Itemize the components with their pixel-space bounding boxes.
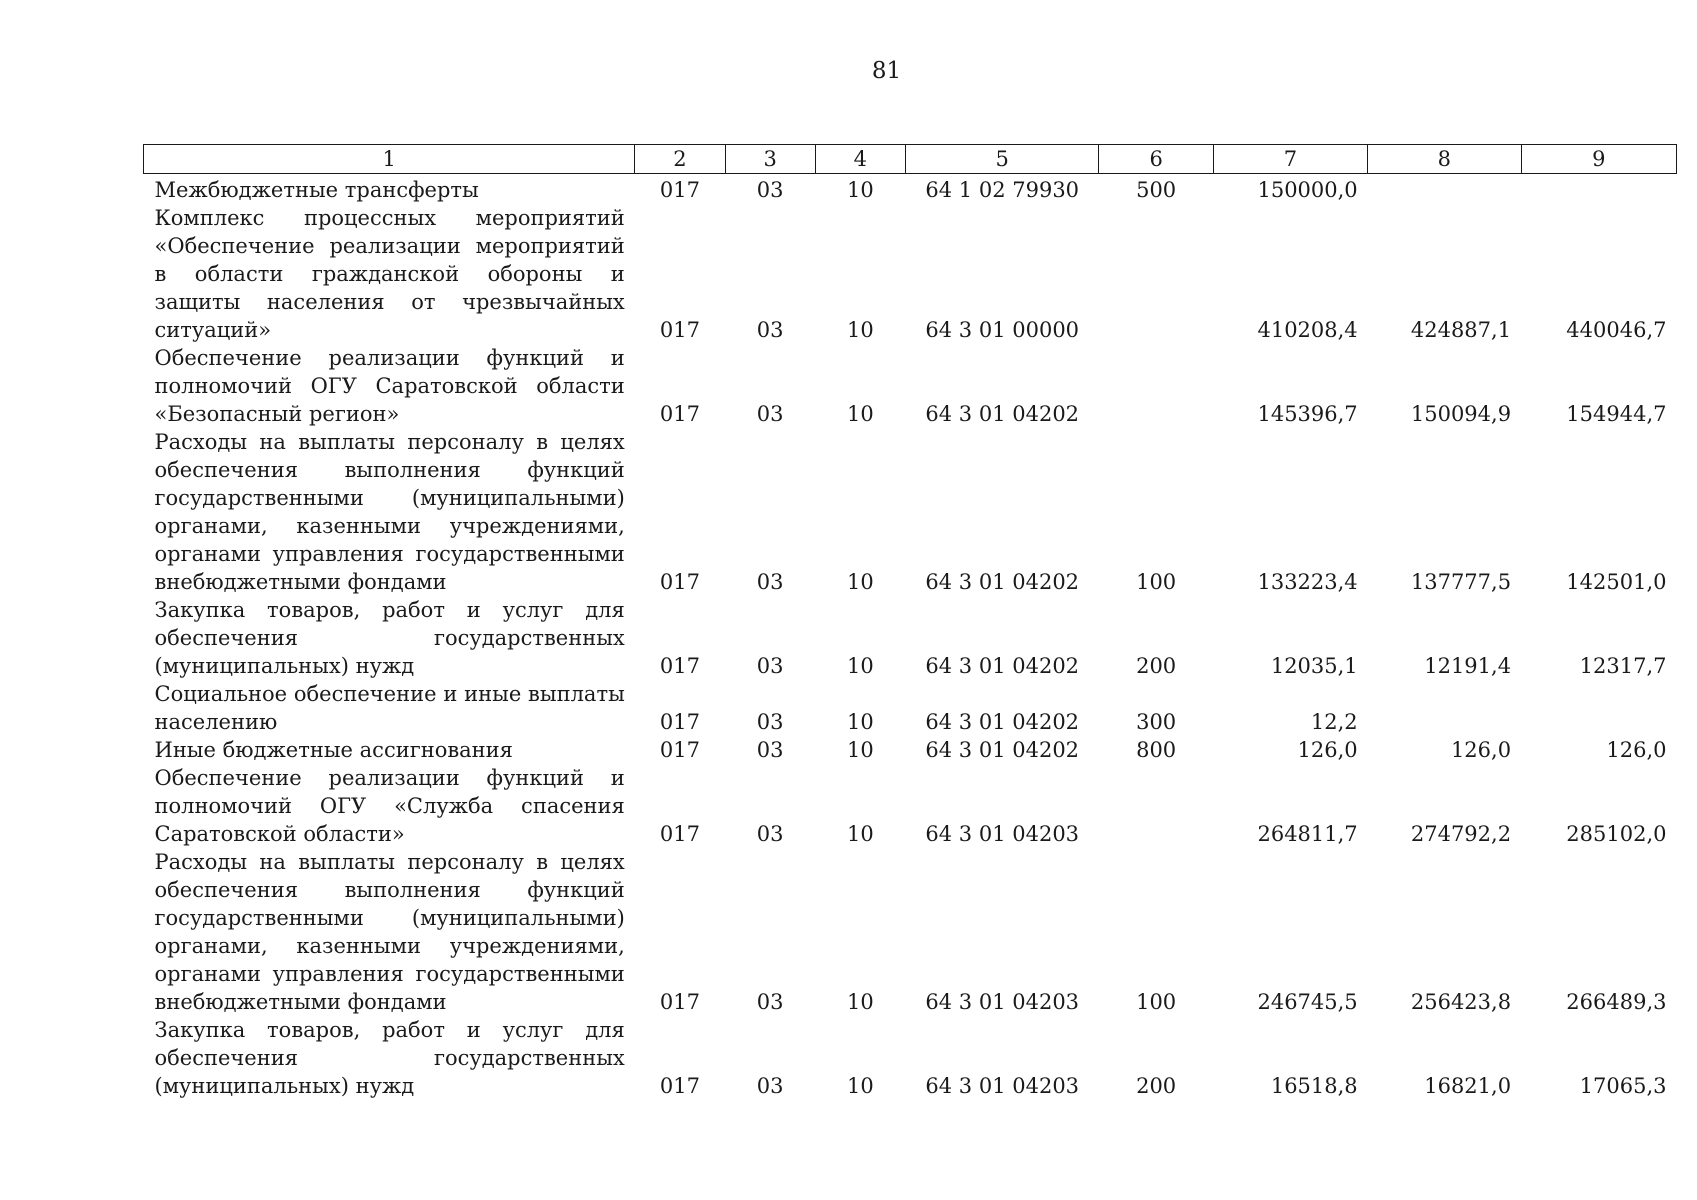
table-row	[144, 344, 1677, 428]
subsection-code: 10	[847, 1074, 874, 1098]
amount-col8: 424887,1	[1410, 318, 1512, 342]
section-code: 03	[756, 990, 784, 1014]
section-code: 03	[756, 654, 784, 678]
subsection-code: 10	[847, 990, 874, 1014]
expense-type-code	[1099, 344, 1213, 428]
section-code: 03	[756, 710, 784, 734]
table-header-row	[144, 145, 1677, 174]
amount-col9: 154944,7	[1566, 402, 1667, 426]
column-header: 6	[1099, 145, 1213, 174]
expense-type-code: 100	[1136, 570, 1177, 594]
target-article-code: 64 3 01 04202	[925, 402, 1080, 426]
column-header: 8	[1368, 145, 1521, 174]
amount-col9: 126,0	[1606, 738, 1667, 762]
amount-col9: 142501,0	[1566, 570, 1667, 594]
section-code: 03	[756, 738, 784, 762]
row-description: Межбюджетные трансферты	[154, 178, 479, 202]
column-header: 5	[905, 145, 1099, 174]
column-header: 3	[725, 145, 815, 174]
row-description: Закупка товаров, работ и услуг для обеспечения государственных (муниципальных) нужд	[154, 598, 625, 678]
ministry-code: 017	[659, 822, 700, 846]
amount-col7: 133223,4	[1257, 570, 1358, 594]
amount-col8	[1368, 680, 1521, 736]
column-header: 7	[1213, 145, 1367, 174]
row-description: Закупка товаров, работ и услуг для обеспечения государственных (муниципальных) нужд	[154, 1018, 625, 1098]
table-row	[144, 848, 1677, 1016]
section-code: 03	[756, 318, 784, 342]
ministry-code: 017	[659, 1074, 700, 1098]
row-description: Иные бюджетные ассигнования	[154, 738, 513, 762]
budget-table-container	[143, 144, 1677, 1100]
amount-col9: 266489,3	[1566, 990, 1667, 1014]
row-description: Расходы на выплаты персоналу в целях обеспечения выполнения функций государственными (муниципальными) органами, казенными учреждениями, органами управления государственными внебюджетными фондами	[154, 850, 625, 1014]
expense-type-code: 500	[1136, 178, 1177, 202]
target-article-code: 64 3 01 00000	[925, 318, 1080, 342]
amount-col8: 274792,2	[1410, 822, 1512, 846]
subsection-code: 10	[847, 822, 874, 846]
amount-col7: 16518,8	[1270, 1074, 1358, 1098]
amount-col7: 12035,1	[1270, 654, 1358, 678]
amount-col7: 145396,7	[1257, 402, 1358, 426]
amount-col9: 12317,7	[1579, 654, 1667, 678]
target-article-code: 64 3 01 04203	[925, 822, 1080, 846]
expense-type-code: 200	[1136, 654, 1177, 678]
amount-col8: 150094,9	[1410, 402, 1512, 426]
target-article-code: 64 3 01 04202	[925, 570, 1080, 594]
subsection-code: 10	[847, 738, 874, 762]
ministry-code: 017	[659, 402, 700, 426]
expense-type-code: 300	[1136, 710, 1177, 734]
expense-type-code	[1099, 204, 1213, 344]
subsection-code: 10	[847, 402, 874, 426]
section-code: 03	[756, 570, 784, 594]
expense-type-code: 200	[1136, 1074, 1177, 1098]
amount-col8: 256423,8	[1410, 990, 1512, 1014]
subsection-code: 10	[847, 654, 874, 678]
table-row	[144, 204, 1677, 344]
table-row	[144, 428, 1677, 596]
row-description: Обеспечение реализации функций и полномочий ОГУ Саратовской области «Безопасный регион»	[154, 346, 625, 426]
amount-col9	[1521, 174, 1676, 205]
target-article-code: 64 3 01 04203	[925, 990, 1080, 1014]
column-header: 1	[144, 145, 635, 174]
target-article-code: 64 1 02 79930	[925, 178, 1080, 202]
amount-col9: 285102,0	[1566, 822, 1667, 846]
amount-col8: 12191,4	[1424, 654, 1512, 678]
target-article-code: 64 3 01 04202	[925, 710, 1080, 734]
table-row	[144, 764, 1677, 848]
page-number: 81	[871, 58, 902, 84]
budget-table	[143, 144, 1677, 1100]
table-row	[144, 736, 1677, 764]
column-header: 9	[1521, 145, 1676, 174]
amount-col7: 150000,0	[1257, 178, 1358, 202]
table-row	[144, 174, 1677, 205]
ministry-code: 017	[659, 738, 700, 762]
ministry-code: 017	[659, 570, 700, 594]
ministry-code: 017	[659, 990, 700, 1014]
ministry-code: 017	[659, 710, 700, 734]
row-description: Социальное обеспечение и иные выплаты населению	[154, 682, 625, 734]
target-article-code: 64 3 01 04203	[925, 1074, 1080, 1098]
section-code: 03	[756, 1074, 784, 1098]
expense-type-code	[1099, 764, 1213, 848]
row-description: Обеспечение реализации функций и полномочий ОГУ «Служба спасения Саратовской области»	[154, 766, 625, 846]
target-article-code: 64 3 01 04202	[925, 738, 1080, 762]
section-code: 03	[756, 178, 784, 202]
column-header: 2	[635, 145, 725, 174]
subsection-code: 10	[847, 570, 874, 594]
amount-col9: 17065,3	[1579, 1074, 1667, 1098]
amount-col7: 410208,4	[1257, 318, 1358, 342]
amount-col9	[1521, 680, 1676, 736]
table-row	[144, 680, 1677, 736]
column-header: 4	[815, 145, 905, 174]
amount-col7: 246745,5	[1257, 990, 1358, 1014]
amount-col7: 12,2	[1310, 710, 1358, 734]
row-description: Комплекс процессных мероприятий «Обеспечение реализации мероприятий в области гражданской обороны и защиты населения от чрезвычайных ситуаций»	[154, 206, 625, 342]
subsection-code: 10	[847, 178, 874, 202]
amount-col9: 440046,7	[1566, 318, 1667, 342]
amount-col8: 16821,0	[1424, 1074, 1512, 1098]
row-description: Расходы на выплаты персоналу в целях обеспечения выполнения функций государственными (муниципальными) органами, казенными учреждениями, органами управления государственными внебюджетными фондами	[154, 430, 625, 594]
amount-col8: 137777,5	[1410, 570, 1512, 594]
subsection-code: 10	[847, 710, 874, 734]
amount-col8	[1368, 174, 1521, 205]
subsection-code: 10	[847, 318, 874, 342]
table-row	[144, 596, 1677, 680]
amount-col7: 264811,7	[1257, 822, 1358, 846]
target-article-code: 64 3 01 04202	[925, 654, 1080, 678]
section-code: 03	[756, 822, 784, 846]
expense-type-code: 800	[1136, 738, 1177, 762]
ministry-code: 017	[659, 654, 700, 678]
section-code: 03	[756, 402, 784, 426]
ministry-code: 017	[659, 178, 700, 202]
amount-col8: 126,0	[1450, 738, 1512, 762]
table-row	[144, 1016, 1677, 1100]
ministry-code: 017	[659, 318, 700, 342]
expense-type-code: 100	[1136, 990, 1177, 1014]
amount-col7: 126,0	[1297, 738, 1358, 762]
